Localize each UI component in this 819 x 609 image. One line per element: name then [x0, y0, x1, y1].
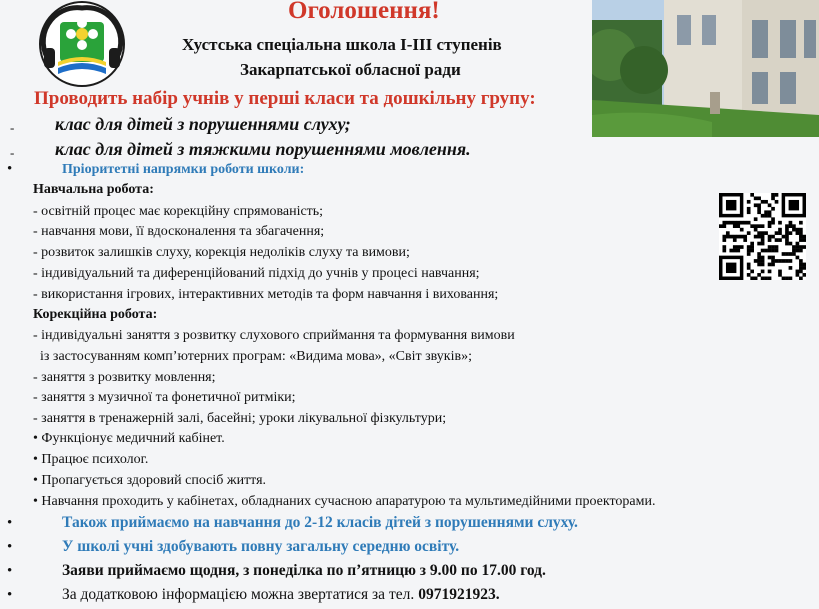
note-bullet: •	[7, 563, 13, 579]
list-item: • Пропагується здоровий спосіб життя.	[33, 473, 267, 488]
contact-text: За додатковою інформацією можна звертатися за тел.	[62, 586, 415, 603]
list-item: - заняття з розвитку мовлення;	[33, 370, 216, 385]
list-item: • Працює психолог.	[33, 452, 149, 467]
note-bullet: •	[7, 539, 13, 555]
list-item: - заняття в тренажерній залі, басейні; уроки лікувальної фізкультури;	[33, 411, 447, 426]
note-application-hours: Заяви приймаємо щодня, з понеділка по п’ятницю з 9.00 по 17.00 год.	[62, 562, 546, 579]
note-bullet: •	[7, 587, 13, 603]
educational-work-heading: Навчальна робота:	[33, 182, 154, 197]
list-item: із застосуванням комп’ютерних програм: «Видима мова», «Світ звуків»;	[33, 349, 472, 364]
list-item: - освітній процес має корекційну спрямованість;	[33, 204, 324, 219]
note-bullet: •	[7, 515, 13, 531]
list-item: • Навчання проходить у кабінетах, обладнаних сучасною апаратурою та мультимедійними проекторами.	[33, 494, 656, 509]
school-logo-image	[36, 0, 128, 88]
list-item: - розвиток залишків слуху, корекція недоліків слуху та вимови;	[33, 245, 410, 260]
class-item-speech: клас для дітей з тяжкими порушеннями мовлення.	[55, 139, 471, 159]
school-name-line1: Хустська спеціальна школа I-III ступенів	[182, 35, 502, 54]
priorities-bullet: •	[7, 161, 13, 177]
list-item: • Функціонує медичний кабінет.	[33, 431, 225, 446]
note-contact	[62, 586, 500, 604]
qr-code-image	[719, 193, 806, 280]
list-item: - навчання мови, її вдосконалення та збагачення;	[33, 224, 325, 239]
priorities-heading: Пріоритетні напрямки роботи школи:	[62, 162, 305, 177]
list-item: - індивідуальні заняття з розвитку слухового сприймання та формування вимови	[33, 328, 515, 343]
list-item: - використання ігрових, інтерактивних методів та форм навчання і виховання;	[33, 287, 499, 302]
announcement-title: Оголошення!	[288, 0, 440, 24]
class-item-bullet: -	[10, 120, 15, 135]
list-item: - заняття з музичної та фонетичної ритміки;	[33, 390, 296, 405]
school-name-line2: Закарпатської обласної ради	[240, 60, 461, 79]
admission-heading: Проводить набір учнів у перші класи та дошкільну групу:	[34, 88, 536, 109]
school-building-photo	[592, 0, 819, 137]
note-grades-2-12: Також приймаємо на навчання до 2-12 класів дітей з порушеннями слуху.	[62, 514, 578, 531]
class-item-hearing: клас для дітей з порушеннями слуху;	[55, 114, 351, 134]
note-secondary-education: У школі учні здобувають повну загальну середню освіту.	[62, 538, 460, 555]
class-item-bullet: -	[10, 145, 15, 160]
correctional-work-heading: Корекційна робота:	[33, 307, 158, 322]
contact-phone[interactable]: 0971921923.	[418, 586, 500, 603]
list-item: - індивідуальний та диференційований підхід до учнів у процесі навчання;	[33, 266, 480, 281]
